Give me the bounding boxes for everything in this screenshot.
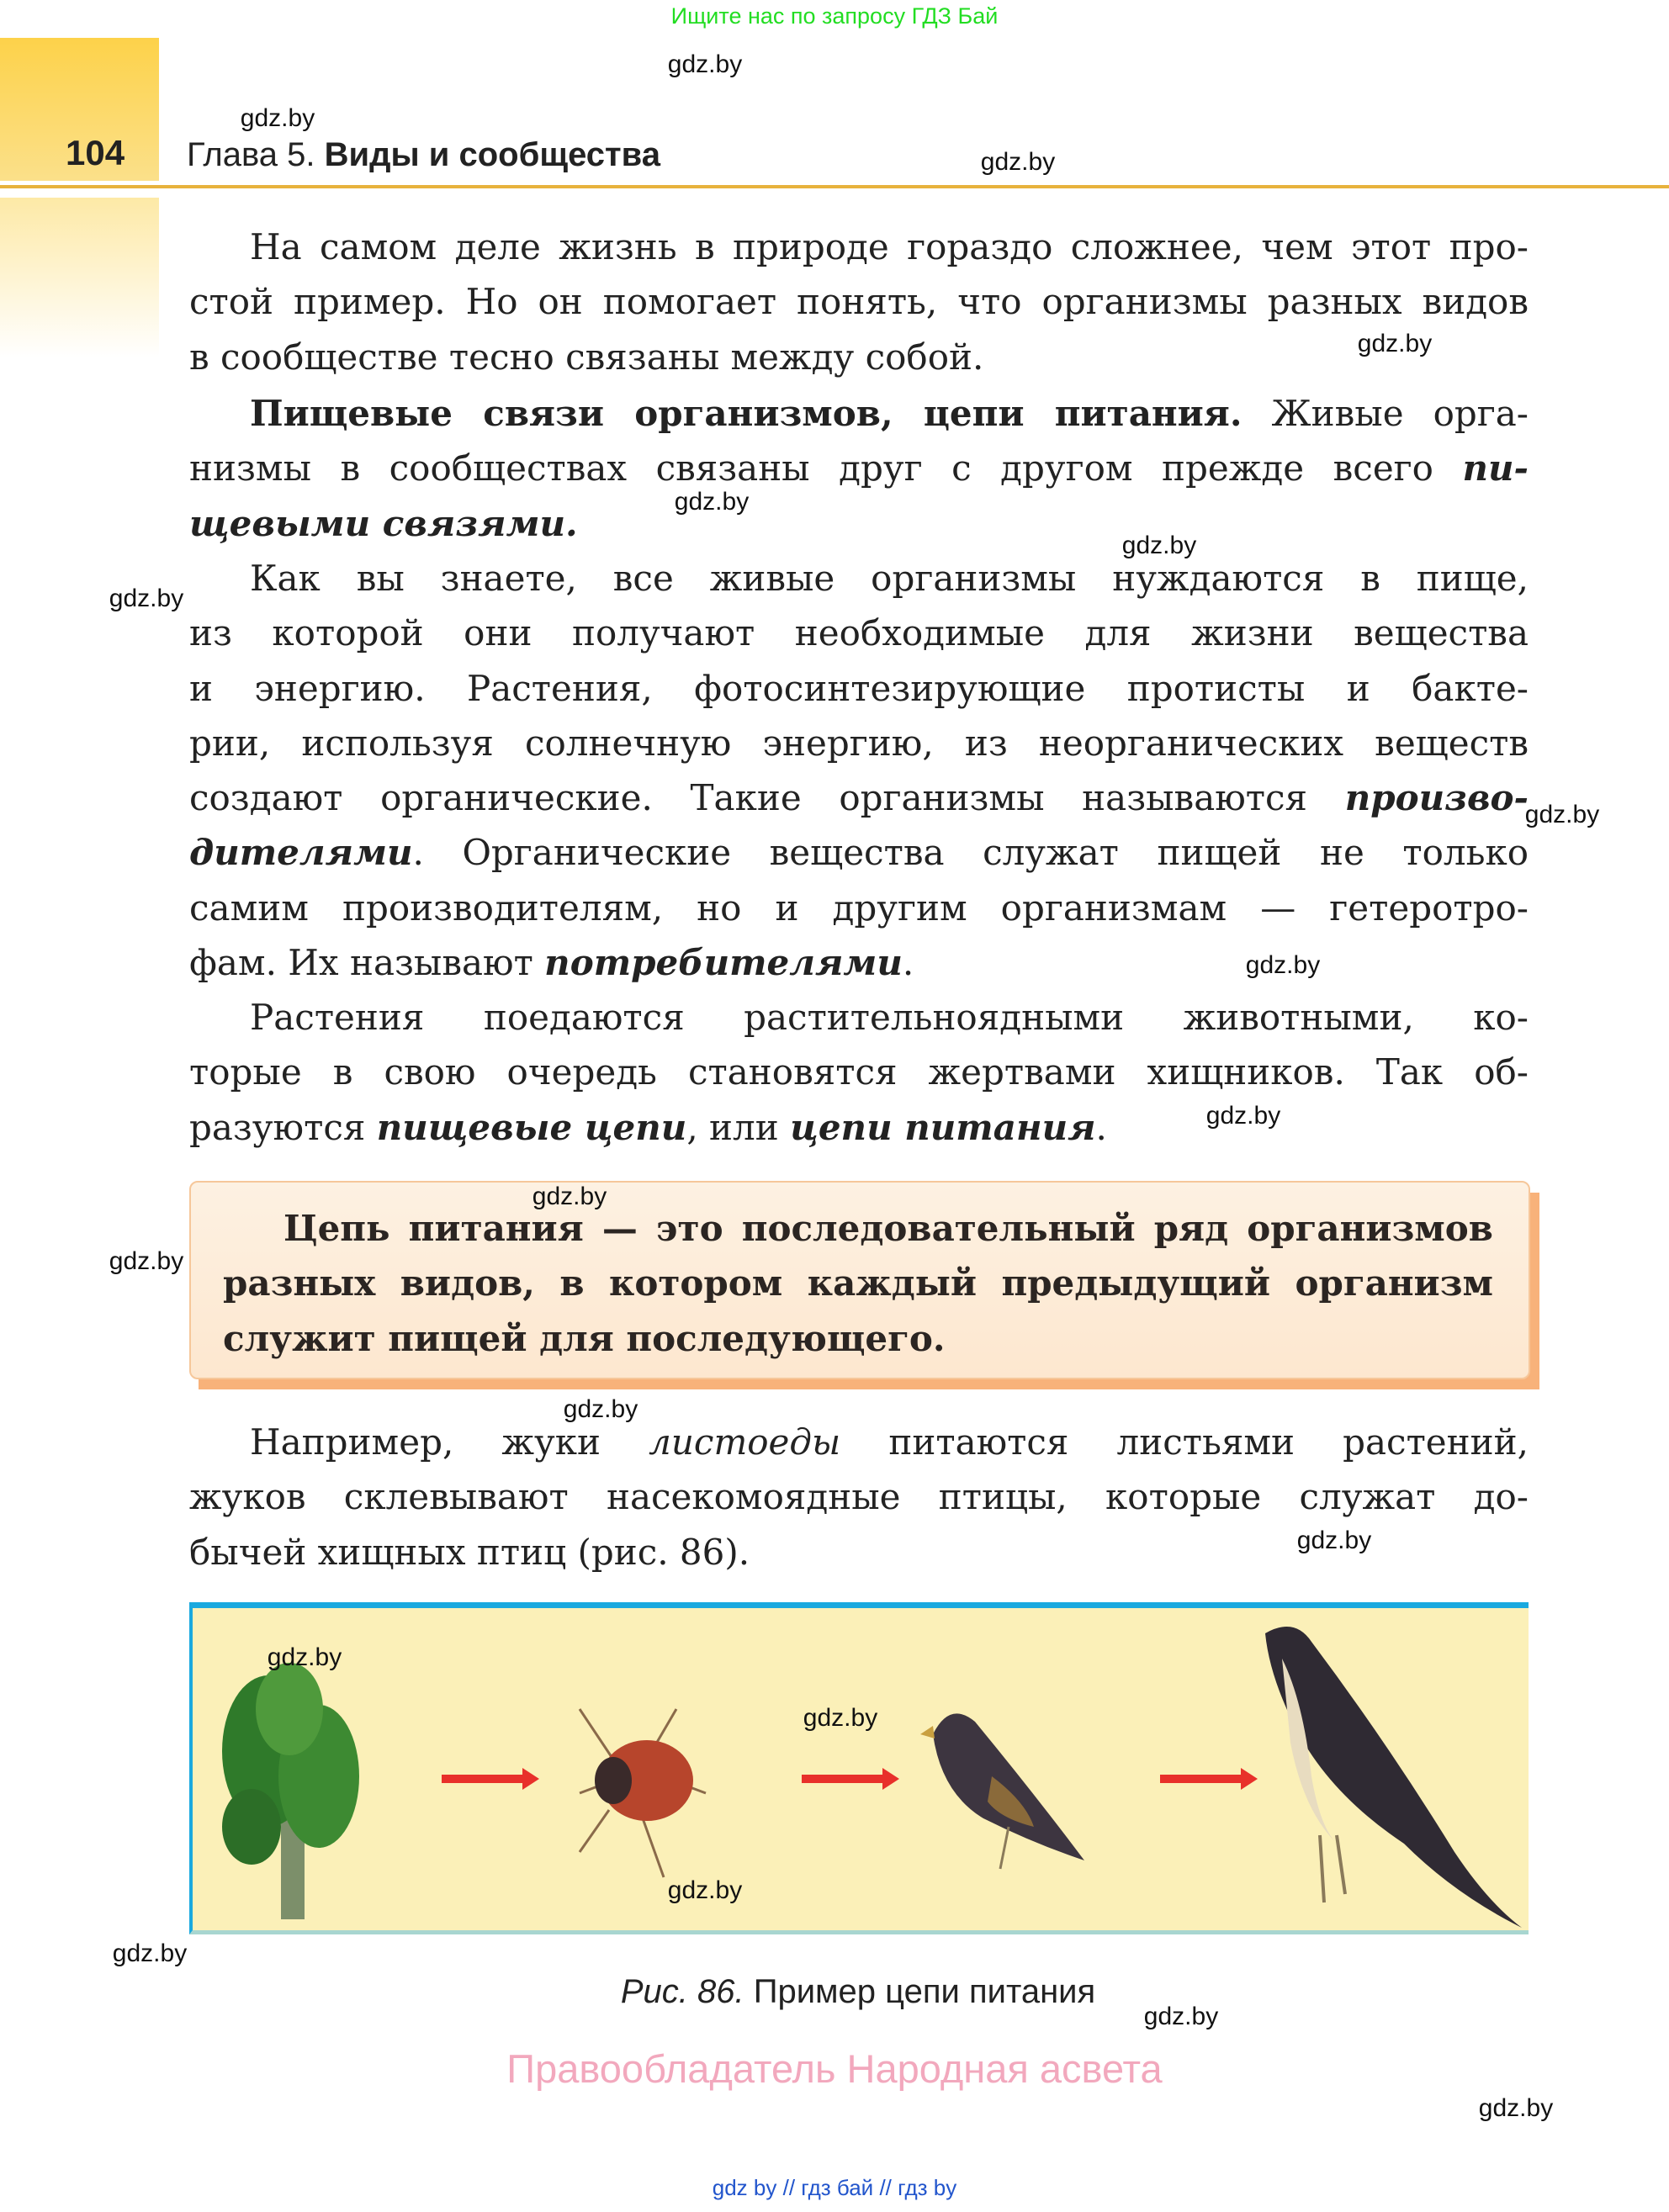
emphasized-term: пищевые цепи xyxy=(376,1106,687,1148)
emphasized-term: листоеды xyxy=(649,1421,841,1463)
songbird-icon xyxy=(920,1713,1084,1869)
watermark: gdz.by xyxy=(674,488,750,516)
text-segment: самим производителям, но и другим организмам — гетеротро- xyxy=(189,886,1529,929)
text-line xyxy=(189,661,1529,716)
text-segment: питаются листьями растений, xyxy=(840,1421,1529,1463)
tree-icon xyxy=(222,1663,359,1919)
text-segment: стой пример. Но он помогает понять, что организмы разных видов xyxy=(189,281,1529,323)
text-line xyxy=(189,1415,1529,1469)
arrow-icon xyxy=(802,1768,899,1790)
watermark: gdz.by xyxy=(1245,951,1321,979)
watermark: gdz.by xyxy=(112,1939,188,1967)
text-segment: . xyxy=(1095,1106,1107,1148)
watermark: gdz.by xyxy=(667,1876,743,1904)
text-segment: Например, жуки xyxy=(250,1421,649,1463)
text-line xyxy=(189,274,1529,329)
text-segment: разуются xyxy=(189,1106,377,1148)
emphasized-term: пи- xyxy=(1462,447,1529,489)
text-segment: жуков склевывают насекомоядные птицы, которые служат до- xyxy=(189,1476,1529,1518)
header-rule xyxy=(0,185,1669,188)
paragraph-intro xyxy=(189,220,1529,384)
text-line xyxy=(223,1311,1493,1366)
watermark: gdz.by xyxy=(109,585,184,612)
paragraph-food-chains xyxy=(189,990,1529,1155)
paragraph-producers-consumers xyxy=(189,551,1529,990)
emphasized-term: дителями xyxy=(189,832,413,874)
text-segment: разных видов, в котором каждый предыдущий организм xyxy=(223,1262,1493,1304)
text-line xyxy=(223,1256,1493,1310)
figure-caption xyxy=(0,1973,1669,2011)
text-segment: На самом деле жизнь в природе гораздо сложнее, чем этот про- xyxy=(250,226,1529,267)
text-segment: служит пищей для последующего. xyxy=(223,1317,946,1359)
text-segment: торые в свою очередь становятся жертвами хищников. Так об- xyxy=(189,1051,1529,1093)
text-line xyxy=(189,1045,1529,1099)
text-segment: Живые орга- xyxy=(1242,393,1529,434)
text-line xyxy=(189,220,1529,274)
watermark: gdz.by xyxy=(240,104,315,132)
text-line xyxy=(189,770,1529,825)
text-segment: низмы в сообществах связаны друг с другом прежде всего xyxy=(189,447,1463,489)
arrow-icon xyxy=(442,1768,539,1790)
footer-separator: // xyxy=(879,2175,892,2200)
text-line xyxy=(189,990,1529,1045)
food-chain-figure xyxy=(189,1602,1529,1934)
text-line xyxy=(223,1201,1493,1256)
text-line xyxy=(189,716,1529,770)
text-line xyxy=(189,386,1529,441)
text-line xyxy=(189,935,1529,990)
watermark: gdz.by xyxy=(109,1247,184,1275)
definition-text xyxy=(223,1201,1493,1366)
text-segment: в сообществе тесно связаны между собой. xyxy=(189,336,984,378)
footer-separator: // xyxy=(782,2175,796,2200)
caption-text: Пример цепи питания xyxy=(744,1973,1096,2010)
watermark: gdz.by xyxy=(563,1395,638,1423)
text-line xyxy=(189,551,1529,606)
footer-link-gdz-bai[interactable]: гдз бай xyxy=(801,2175,874,2200)
page-number: 104 xyxy=(66,133,125,172)
emphasized-term: произво- xyxy=(1344,777,1529,819)
watermark: gdz.by xyxy=(1143,2003,1219,2030)
emphasized-term: щевыми связями. xyxy=(189,502,578,544)
watermark: gdz.by xyxy=(532,1183,607,1210)
watermark: gdz.by xyxy=(803,1704,878,1732)
watermark: gdz.by xyxy=(1205,1102,1281,1130)
text-line xyxy=(189,825,1529,880)
chapter-heading xyxy=(187,136,660,174)
text-segment: создают органические. Такие организмы называются xyxy=(189,777,1345,819)
paragraph-food-links xyxy=(189,386,1529,551)
text-line xyxy=(189,330,1529,384)
watermark: gdz.by xyxy=(1524,801,1600,828)
arrow-icon xyxy=(1160,1768,1258,1790)
definition-box xyxy=(189,1181,1530,1379)
text-line xyxy=(189,1469,1529,1524)
emphasized-term: Пищевые связи организмов, цепи питания. xyxy=(250,393,1242,434)
watermark: gdz.by xyxy=(1357,330,1433,357)
watermark: gdz.by xyxy=(1121,532,1197,559)
text-line xyxy=(189,881,1529,935)
text-line xyxy=(189,606,1529,660)
text-segment: . xyxy=(902,942,914,984)
top-banner: Ищите нас по запросу ГДЗ Бай xyxy=(670,3,999,29)
watermark: gdz.by xyxy=(980,148,1056,176)
emphasized-term: потребителями xyxy=(544,942,903,984)
text-segment: рии, используя солнечную энергию, из неорганических веществ xyxy=(189,722,1529,764)
caption-label: Рис. 86. xyxy=(620,1973,744,2010)
hawk-icon xyxy=(1265,1627,1522,1928)
text-segment: . Органические вещества служат пищей не только xyxy=(412,832,1529,874)
text-segment: из которой они получают необходимые для жизни вещества xyxy=(189,612,1529,654)
footer-links xyxy=(0,2175,1669,2201)
chapter-prefix: Глава 5. xyxy=(187,136,315,173)
text-segment: Растения поедаются растительноядными животными, ко- xyxy=(250,997,1529,1038)
watermark: gdz.by xyxy=(1478,2094,1554,2122)
text-segment: и энергию. Растения, фотосинтезирующие протисты и бакте- xyxy=(189,667,1529,709)
watermark: gdz.by xyxy=(267,1643,342,1671)
footer-link-gdz-by-mixed[interactable]: гдз by xyxy=(898,2175,957,2200)
watermark: gdz.by xyxy=(1296,1527,1372,1554)
chapter-title: Виды и сообщества xyxy=(324,136,660,173)
food-chain-illustration xyxy=(193,1608,1525,1930)
text-line xyxy=(189,1100,1529,1155)
beetle-icon xyxy=(580,1709,706,1877)
watermark: gdz.by xyxy=(667,50,743,78)
side-band xyxy=(0,198,159,357)
footer-link-gdz-by[interactable]: gdz by xyxy=(712,2175,777,2200)
text-segment: Цепь питания — это последовательный ряд организмов xyxy=(283,1208,1493,1249)
copyright-notice: Правообладатель Народная асвета xyxy=(506,2046,1163,2091)
emphasized-term: цепи питания xyxy=(790,1106,1096,1148)
text-line xyxy=(189,441,1529,495)
text-line xyxy=(189,496,1529,551)
text-segment: Как вы знаете, все живые организмы нуждаются в пище, xyxy=(250,558,1529,599)
text-segment: , или xyxy=(686,1106,791,1148)
text-segment: бычей хищных птиц (рис. 86). xyxy=(189,1531,750,1573)
text-segment: фам. Их называют xyxy=(189,942,545,984)
